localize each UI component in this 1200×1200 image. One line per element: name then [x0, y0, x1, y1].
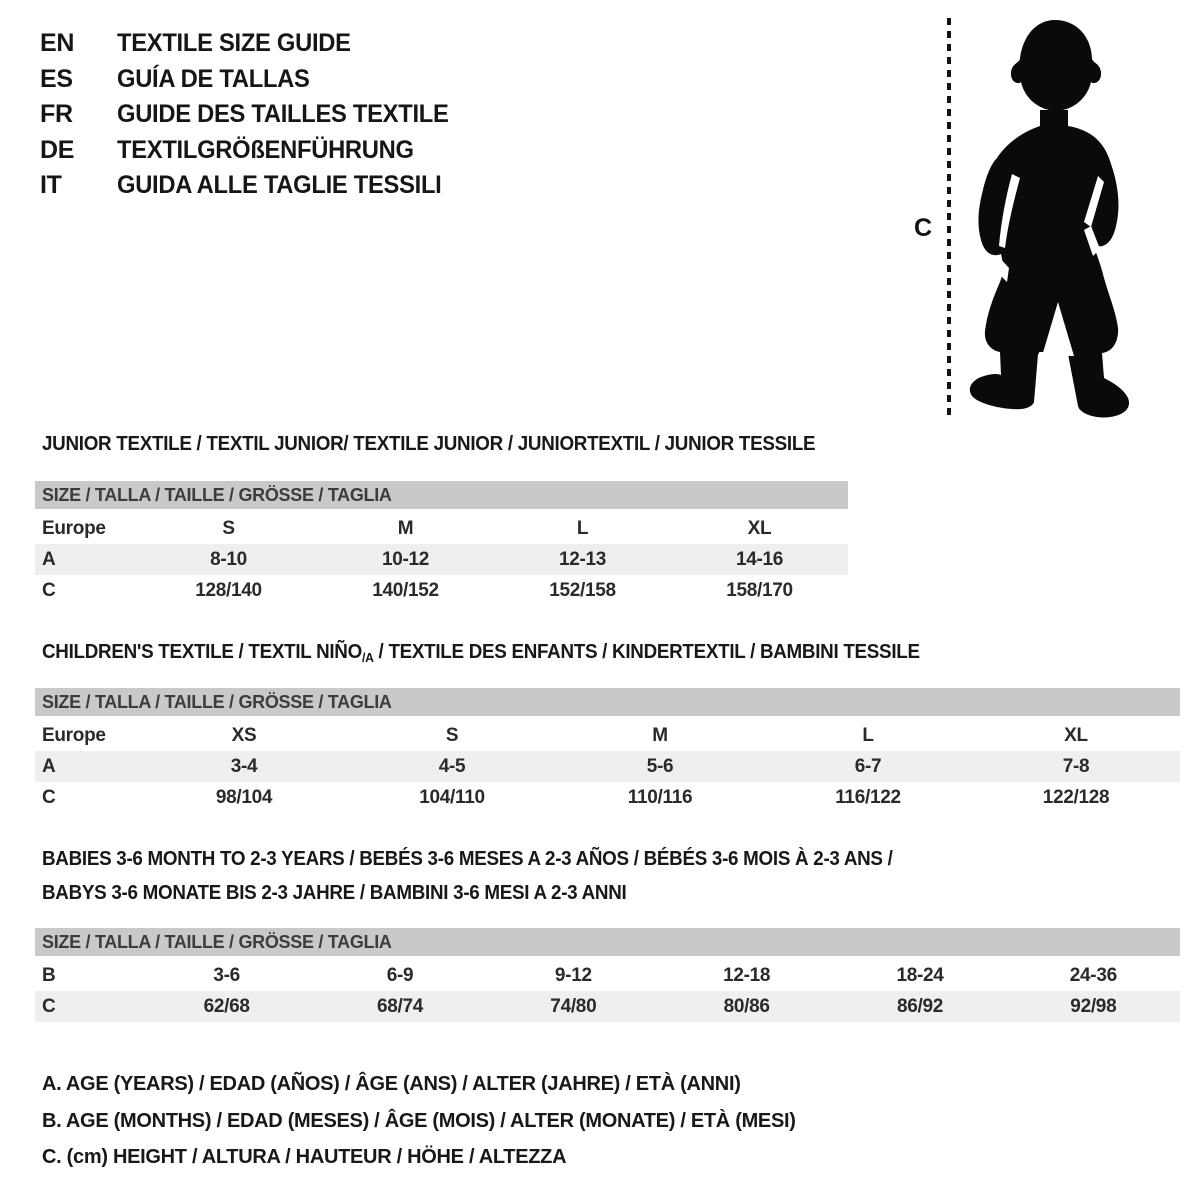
- silhouette-head: [1011, 20, 1101, 111]
- legend-line-c: C. (cm) HEIGHT / ALTURA / HAUTEUR / HÖHE / ALTEZZA: [42, 1146, 567, 1168]
- legend: [42, 1066, 796, 1176]
- language-code: IT: [40, 171, 62, 199]
- language-row: [40, 97, 466, 133]
- section-title-line: BABIES 3-6 MONTH TO 2-3 YEARS / BEBÉS 3-6 MESES A 2-3 AÑOS / BÉBÉS 3-6 MOIS À 2-3 ANS /: [42, 848, 893, 870]
- table-cell: 158/170: [726, 579, 793, 601]
- table-cell: 140/152: [372, 579, 439, 601]
- section-title-text: CHILDREN'S TEXTILE / TEXTIL NIÑO: [42, 641, 362, 663]
- babies-size-table: [35, 928, 1180, 1022]
- row-label: B: [42, 964, 56, 986]
- table-cell: 7-8: [1062, 755, 1090, 777]
- language-row: [40, 26, 466, 62]
- table-cell: 74/80: [550, 995, 597, 1017]
- legend-line-a: A. AGE (YEARS) / EDAD (AÑOS) / ÂGE (ANS) / ALTER (JAHRE) / ETÀ (ANNI): [42, 1073, 741, 1095]
- table-cell: 98/104: [215, 786, 273, 808]
- table-cell: 80/86: [723, 995, 770, 1017]
- table-cell: 122/128: [1042, 786, 1110, 808]
- row-label: C: [42, 995, 56, 1017]
- language-title: GUÍA DE TALLAS: [117, 64, 310, 93]
- table-cell: S: [445, 724, 459, 746]
- table-cell: L: [862, 724, 874, 746]
- size-header-band: SIZE / TALLA / TAILLE / GRÖSSE / TAGLIA: [35, 688, 1180, 716]
- table-cell: 116/122: [835, 786, 901, 808]
- table-cell: 3-4: [230, 755, 258, 777]
- table-cell: M: [397, 517, 414, 539]
- table-cell: 18-24: [896, 964, 944, 986]
- row-label: A: [42, 755, 56, 777]
- language-code: EN: [40, 29, 75, 57]
- children-section-title: [42, 641, 920, 665]
- height-measure-dashed-line: [947, 18, 951, 416]
- table-row: [35, 513, 848, 544]
- table-cell: 152/158: [549, 579, 616, 601]
- table-rows: [35, 720, 1180, 813]
- table-cell: XL: [747, 517, 772, 539]
- table-row: [35, 751, 1180, 782]
- table-cell: 12-18: [723, 964, 771, 986]
- table-cell: 9-12: [554, 964, 592, 986]
- table-cell: 8-10: [210, 548, 247, 570]
- height-measure-label: C: [914, 214, 932, 242]
- legend-line-b: B. AGE (MONTHS) / EDAD (MESES) / ÂGE (MOIS) / ALTER (MONATE) / ETÀ (MESI): [42, 1109, 796, 1132]
- language-code: ES: [40, 64, 73, 93]
- table-cell: 24-36: [1069, 964, 1117, 986]
- row-label: C: [42, 786, 56, 808]
- table-row: [35, 544, 848, 575]
- language-list: [40, 26, 466, 204]
- language-title: TEXTILE SIZE GUIDE: [117, 29, 351, 57]
- table-cell: 4-5: [438, 755, 466, 777]
- table-cell: M: [652, 724, 668, 746]
- language-row: [40, 168, 466, 204]
- table-cell: 10-12: [381, 548, 430, 570]
- section-title-subscript: /A: [361, 650, 374, 665]
- table-cell: 5-6: [646, 755, 674, 777]
- table-row: [35, 991, 1180, 1022]
- section-title-text: JUNIOR TEXTILE / TEXTIL JUNIOR/ TEXTILE JUNIOR / JUNIORTEXTIL / JUNIOR TESSILE: [42, 433, 816, 455]
- table-rows: [35, 513, 848, 606]
- table-cell: 6-9: [386, 964, 414, 986]
- language-title: GUIDA ALLE TAGLIE TESSILI: [117, 171, 442, 199]
- table-cell: 110/116: [627, 786, 693, 808]
- language-row: [40, 62, 466, 98]
- table-cell: L: [576, 517, 589, 539]
- table-cell: 14-16: [735, 548, 784, 570]
- table-row: [35, 960, 1180, 991]
- table-cell: XS: [231, 724, 257, 746]
- language-title: TEXTILGRÖßENFÜHRUNG: [117, 135, 414, 164]
- table-row: [35, 720, 1180, 751]
- table-cell: 62/68: [203, 995, 250, 1017]
- row-label: Europe: [42, 724, 106, 746]
- size-header-band: SIZE / TALLA / TAILLE / GRÖSSE / TAGLIA: [35, 928, 1180, 956]
- table-row: [35, 575, 848, 606]
- section-title-line: BABYS 3-6 MONATE BIS 2-3 JAHRE / BAMBINI 3-6 MESI A 2-3 ANNI: [42, 882, 627, 904]
- table-row: [35, 782, 1180, 813]
- junior-size-table: [35, 481, 848, 606]
- language-title: GUIDE DES TAILLES TEXTILE: [117, 100, 449, 128]
- table-cell: S: [222, 517, 235, 539]
- table-cell: 104/110: [419, 786, 485, 808]
- size-header-band: SIZE / TALLA / TAILLE / GRÖSSE / TAGLIA: [35, 481, 848, 509]
- row-label: Europe: [42, 517, 106, 539]
- table-cell: 3-6: [213, 964, 240, 986]
- toddler-silhouette-icon: [962, 16, 1146, 428]
- table-cell: XL: [1064, 724, 1088, 746]
- language-row: [40, 133, 466, 169]
- silhouette-gap: [1034, 352, 1069, 407]
- row-label: C: [42, 579, 56, 601]
- language-code: FR: [40, 100, 73, 128]
- table-cell: 128/140: [195, 579, 262, 601]
- language-code: DE: [40, 135, 75, 164]
- section-title-text: / TEXTILE DES ENFANTS / KINDERTEXTIL / BAMBINI TESSILE: [373, 641, 920, 663]
- table-cell: 12-13: [558, 548, 607, 570]
- children-size-table: [35, 688, 1180, 813]
- table-cell: 68/74: [376, 995, 424, 1017]
- table-cell: 6-7: [854, 755, 882, 777]
- babies-section-title: [42, 842, 893, 910]
- table-rows: [35, 960, 1180, 1022]
- table-cell: 86/92: [896, 995, 944, 1017]
- table-cell: 92/98: [1070, 995, 1117, 1017]
- row-label: A: [42, 548, 56, 570]
- junior-section-title: [42, 433, 815, 456]
